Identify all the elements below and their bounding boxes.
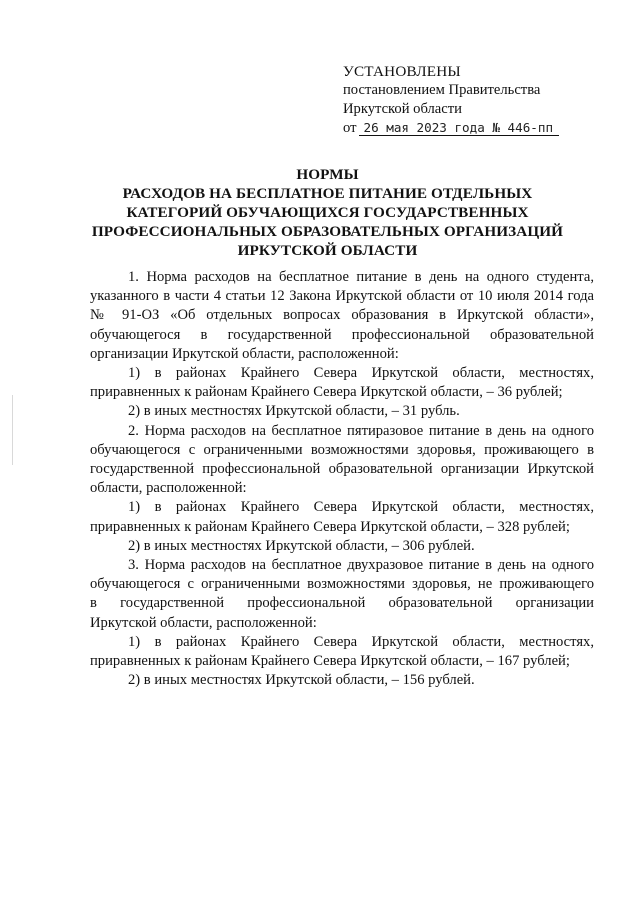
paragraph-1-item-1-line-a: 1) в районах Крайнего Севера Иркутской области, местностях, bbox=[128, 365, 594, 382]
paragraph-1-item-2-line: 2) в иных местностях Иркутской области, – 31 рубль. bbox=[128, 403, 460, 420]
paragraph-2-item-1-line-a: 1) в районах Крайнего Севера Иркутской области, местностях, bbox=[128, 499, 594, 516]
paragraph-2-item-2-line: 2) в иных местностях Иркутской области, – 306 рублей. bbox=[128, 537, 475, 554]
paragraph-1-line-a: 1. Норма расходов на бесплатное питание в день на одного студента, bbox=[128, 269, 594, 285]
approval-line-2: Иркутской области bbox=[343, 101, 462, 117]
paragraph-3-line-b: обучающегося с ограниченными возможностями здоровья, не проживающего bbox=[90, 576, 594, 593]
approval-head: УСТАНОВЛЕНЫ bbox=[343, 63, 461, 80]
paragraph-2-item-1 bbox=[90, 498, 594, 536]
approval-date-value: 26 мая 2023 года № 446-пп bbox=[359, 120, 559, 136]
paragraph-1-item-2 bbox=[90, 402, 594, 421]
document-title bbox=[90, 165, 565, 260]
paragraph-1-line-b: указанного в части 4 статьи 12 Закона Иркутской области от 10 июля 2014 года bbox=[90, 288, 594, 305]
paragraph-2-line-c: государственной профессиональной образовательной организации Иркутской bbox=[90, 461, 594, 478]
paragraph-3-item-2-line: 2) в иных местностях Иркутской области, – 156 рублей. bbox=[128, 672, 475, 689]
approval-date-row bbox=[343, 119, 583, 138]
paragraph-3 bbox=[90, 556, 594, 633]
approval-date-prefix: от bbox=[343, 120, 357, 136]
paragraph-2 bbox=[90, 422, 594, 499]
paragraph-1-line-d: обучающегося в государственной профессиональной образовательной bbox=[90, 326, 594, 343]
paragraph-1-item-1-line-b: приравненных к районам Крайнего Севера Иркутской области, – 36 рублей; bbox=[90, 384, 563, 401]
paragraph-2-line-a: 2. Норма расходов на бесплатное пятиразовое питание в день на одного bbox=[128, 422, 594, 439]
paragraph-3-item-1-line-b: приравненных к районам Крайнего Севера Иркутской области, – 167 рублей; bbox=[90, 653, 570, 670]
paragraph-3-item-1 bbox=[90, 633, 594, 671]
paragraph-2-item-1-line-b: приравненных к районам Крайнего Севера Иркутской области, – 328 рублей; bbox=[90, 518, 570, 535]
paragraph-3-line-d: Иркутской области, расположенной: bbox=[90, 614, 317, 631]
paragraph-3-line-c: в государственной профессиональной образовательной организации bbox=[90, 595, 594, 612]
paragraph-3-line-a: 3. Норма расходов на бесплатное двухразовое питание в день на одного bbox=[128, 557, 594, 574]
scan-edge-mark bbox=[12, 395, 13, 465]
paragraph-2-line-b: обучающегося с ограниченными возможностями здоровья, проживающего в bbox=[90, 441, 594, 458]
paragraph-2-line-d: области, расположенной: bbox=[90, 480, 247, 497]
paragraph-1-line-e: организации Иркутской области, расположенной: bbox=[90, 345, 399, 362]
paragraph-1-item-1 bbox=[90, 364, 594, 402]
title-line-1: НОРМЫ bbox=[296, 166, 359, 183]
paragraph-3-item-1-line-a: 1) в районах Крайнего Севера Иркутской области, местностях, bbox=[128, 633, 594, 650]
title-line-4: ПРОФЕССИОНАЛЬНЫХ ОБРАЗОВАТЕЛЬНЫХ ОРГАНИЗАЦИЙ bbox=[91, 223, 564, 240]
paragraph-1-line-c: № 91-ОЗ «Об отдельных вопросах образования в Иркутской области», bbox=[90, 307, 594, 324]
title-line-2: РАСХОДОВ НА БЕСПЛАТНОЕ ПИТАНИЕ ОТДЕЛЬНЫХ bbox=[122, 185, 533, 202]
paragraph-3-item-2 bbox=[90, 671, 594, 690]
paragraph-1 bbox=[90, 268, 594, 364]
approval-stamp bbox=[343, 62, 583, 138]
title-line-3: КАТЕГОРИЙ ОБУЧАЮЩИХСЯ ГОСУДАРСТВЕННЫХ bbox=[126, 204, 529, 221]
document-body bbox=[90, 268, 594, 690]
approval-line-1: постановлением Правительства bbox=[343, 82, 541, 98]
title-line-5: ИРКУТСКОЙ ОБЛАСТИ bbox=[237, 242, 418, 259]
paragraph-2-item-2 bbox=[90, 537, 594, 556]
